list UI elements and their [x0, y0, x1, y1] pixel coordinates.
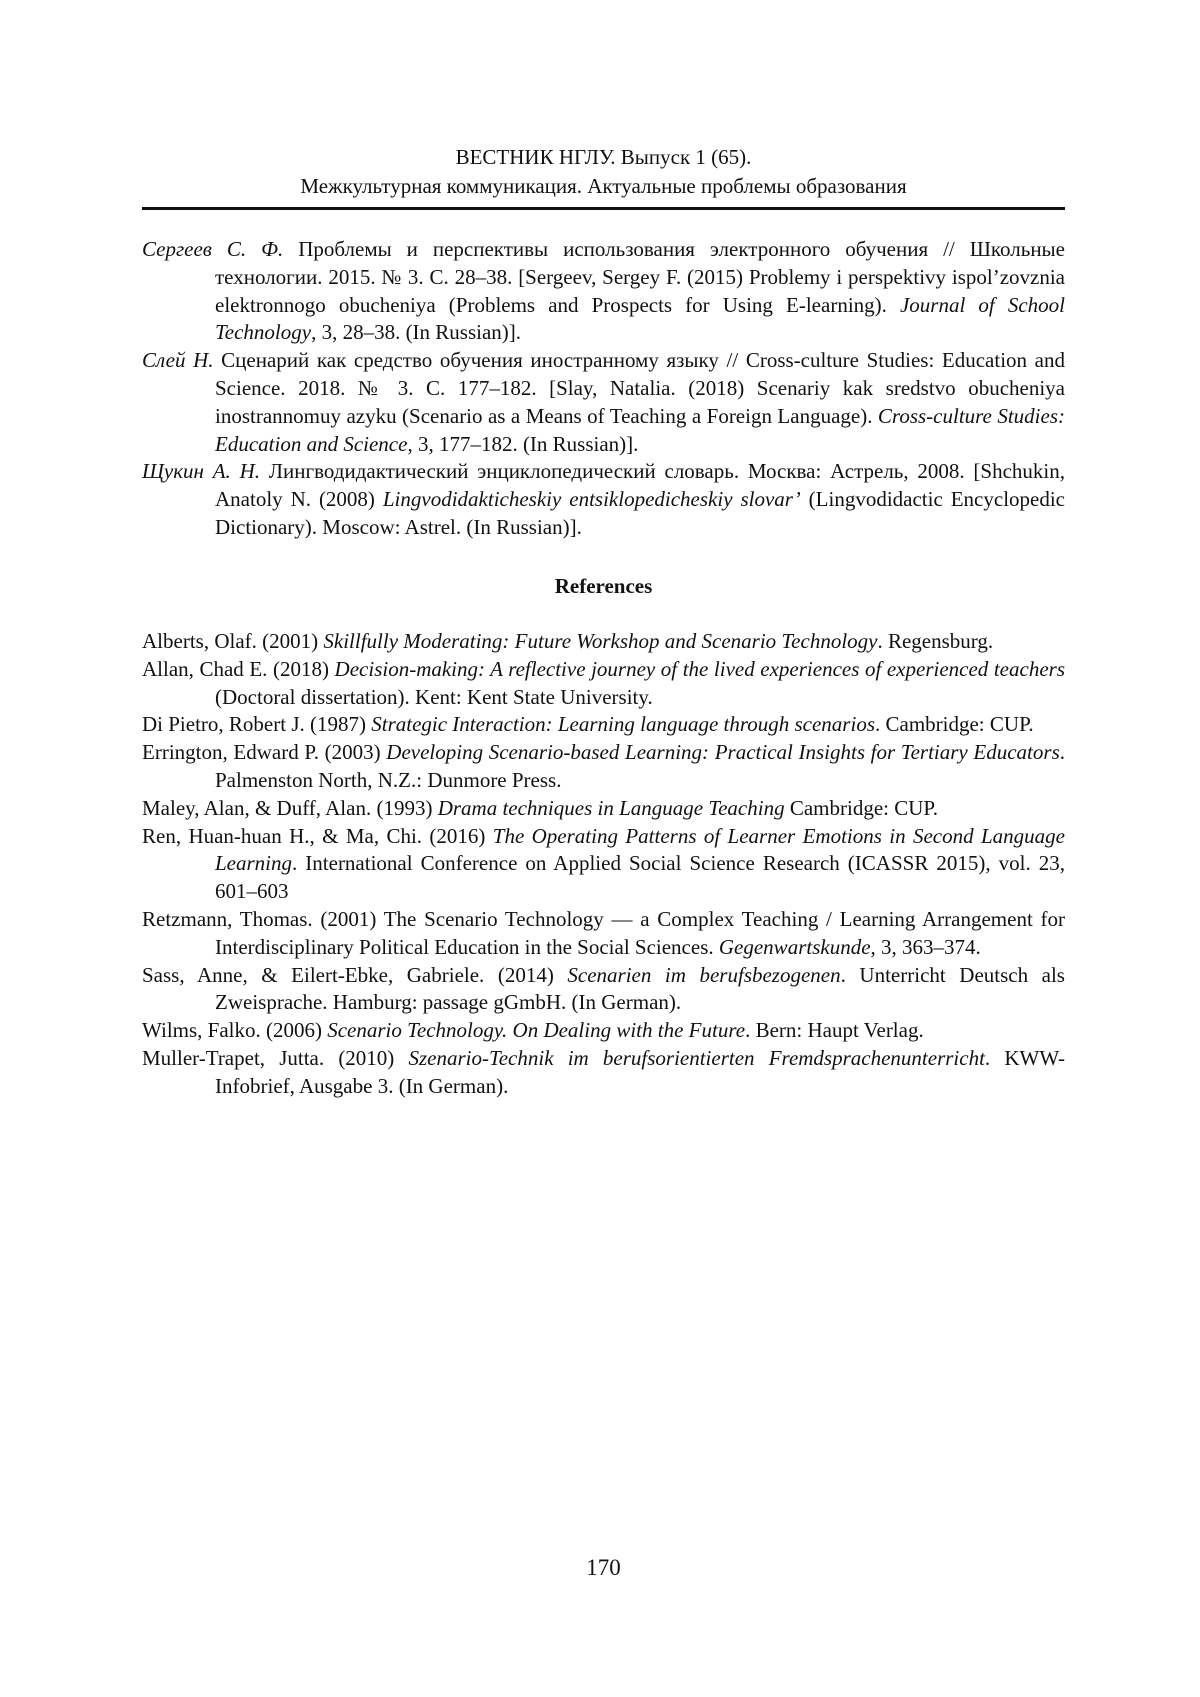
reference-entry: [142, 823, 1065, 906]
russian-source-list: [142, 236, 1065, 542]
header-rule: [142, 207, 1065, 210]
reference-tail: . Cambridge: CUP.: [875, 712, 1034, 737]
reference-tail: (Doctoral dissertation). Kent: Kent State University.: [215, 684, 653, 709]
reference-entry: [142, 1045, 1065, 1101]
source-entry: [142, 347, 1065, 458]
source-tail: (Lingvodidactic Encyclopedic Dictionary). Moscow: Astrel. (In Russian)].: [215, 487, 1066, 539]
reference-tail: . International Conference on Applied Social Science Research (ICASSR 2015), vol. 23, 601–603: [215, 851, 1065, 904]
reference-lead: Wilms, Falko. (2006): [142, 1018, 328, 1043]
source-tail: , 3, 28–38. (In Russian)].: [311, 320, 522, 345]
reference-lead: Ren, Huan-huan H., & Ma, Chi. (2016): [142, 823, 493, 848]
source-text: Проблемы и перспективы использования электронного обучения // Школьные технологии. 2015. № 3. С. 28–38. [Sergeev, Sergey F. (2015) Problemy i perspektivy ispol’zovznia elektronnogo obucheniya (Problems and Prospects for Using E-learning).: [215, 237, 1065, 317]
reference-title: Gegenwartskunde: [718, 934, 871, 959]
source-entry: [142, 236, 1065, 347]
reference-entry: [142, 1017, 1065, 1045]
reference-tail: , 3, 363–374.: [870, 934, 981, 959]
source-journal: Journal of School Technology: [215, 292, 1065, 345]
source-entry: [142, 458, 1065, 541]
reference-title: Szenario-Technik im berufsorientierten Fremdsprachenunterricht: [408, 1045, 985, 1070]
reference-lead: Errington, Edward P. (2003): [142, 740, 387, 765]
source-author: Слей Н.: [142, 348, 214, 373]
reference-title: Scenario Technology. On Dealing with the Future: [327, 1018, 746, 1043]
reference-tail: . Unterricht Deutsch als Zweisprache. Hamburg: passage gGmbH. (In German).: [215, 962, 1065, 1015]
reference-title: Drama techniques in Language Teaching: [437, 795, 785, 820]
reference-title: Decision-making: A reflective journey of the lived experiences of experienced teachers: [334, 656, 1065, 681]
references-heading: References: [554, 574, 653, 598]
reference-lead: Sass, Anne, & Eilert-Ebke, Gabriele. (2014): [142, 962, 568, 987]
journal-title: ВЕСТНИК НГЛУ. Выпуск 1 (65).: [455, 145, 752, 169]
source-author: Щукин А. Н.: [142, 459, 260, 484]
reference-lead: Muller-Trapet, Jutta. (2010): [142, 1045, 409, 1070]
reference-title: Developing Scenario-based Learning: Practical Insights for Tertiary Educators: [386, 740, 1060, 765]
reference-entry: [142, 628, 1065, 656]
source-text: Лингводидактический энциклопедический словарь. Москва: Астрель, 2008. [Shchukin, Anatoly N. (2008): [215, 459, 1065, 512]
reference-tail: Cambridge: CUP.: [784, 795, 938, 820]
reference-tail: . Regensburg.: [877, 629, 994, 653]
reference-entry: [142, 739, 1065, 795]
reference-title: Strategic Interaction: Learning language through scenarios: [371, 712, 875, 737]
reference-lead: Allan, Chad E. (2018): [142, 656, 335, 681]
reference-entry: [142, 656, 1065, 712]
reference-tail: . KWW-Infobrief, Ausgabe 3. (In German).: [215, 1045, 1065, 1098]
reference-entry: [142, 906, 1065, 962]
reference-lead: Maley, Alan, & Duff, Alan. (1993): [142, 795, 438, 820]
reference-title: The Operating Patterns of Learner Emotions in Second Language Learning: [215, 823, 1065, 876]
source-journal: Cross-culture Studies: Education and Science: [215, 403, 1065, 456]
reference-tail: . Palmenston North, N.Z.: Dunmore Press.: [215, 740, 1065, 792]
reference-entry: [142, 962, 1065, 1018]
reference-title: Skillfully Moderating: Future Workshop and Scenario Technology: [323, 629, 878, 653]
running-header: [142, 143, 1065, 201]
journal-section: Межкультурная коммуникация. Актуальные проблемы образования: [300, 174, 907, 198]
reference-lead: Retzmann, Thomas. (2001) The Scenario Technology — a Complex Teaching / Learning Arrangement for Interdisciplinary Political Education in the Social Sciences.: [142, 906, 1065, 959]
reference-lead: Alberts, Olaf. (2001): [142, 629, 324, 653]
source-author: Сергеев С. Ф.: [142, 237, 284, 261]
reference-tail: . Bern: Haupt Verlag.: [745, 1018, 924, 1043]
source-tail: , 3, 177–182. (In Russian)].: [407, 431, 639, 456]
reference-lead: Di Pietro, Robert J. (1987): [142, 712, 372, 737]
source-journal: Lingvodidakticheskiy entsiklopedicheskiy slovar’: [382, 487, 801, 512]
references-list: [142, 628, 1065, 1101]
page-number: 170: [586, 1555, 621, 1580]
reference-title: Scenarien im berufsbezogenen: [567, 962, 841, 987]
source-text: Сценарий как средство обучения иностранному языку // Cross-culture Studies: Education and Science. 2018. № 3. С. 177–182. [Slay, Natalia. (2018) Scenariy kak sredstvo obucheniya inostrannomuy azyku (Scenario as a Means of Teaching a Foreign Language).: [213, 348, 1065, 428]
reference-entry: [142, 795, 1065, 823]
reference-entry: [142, 711, 1065, 739]
